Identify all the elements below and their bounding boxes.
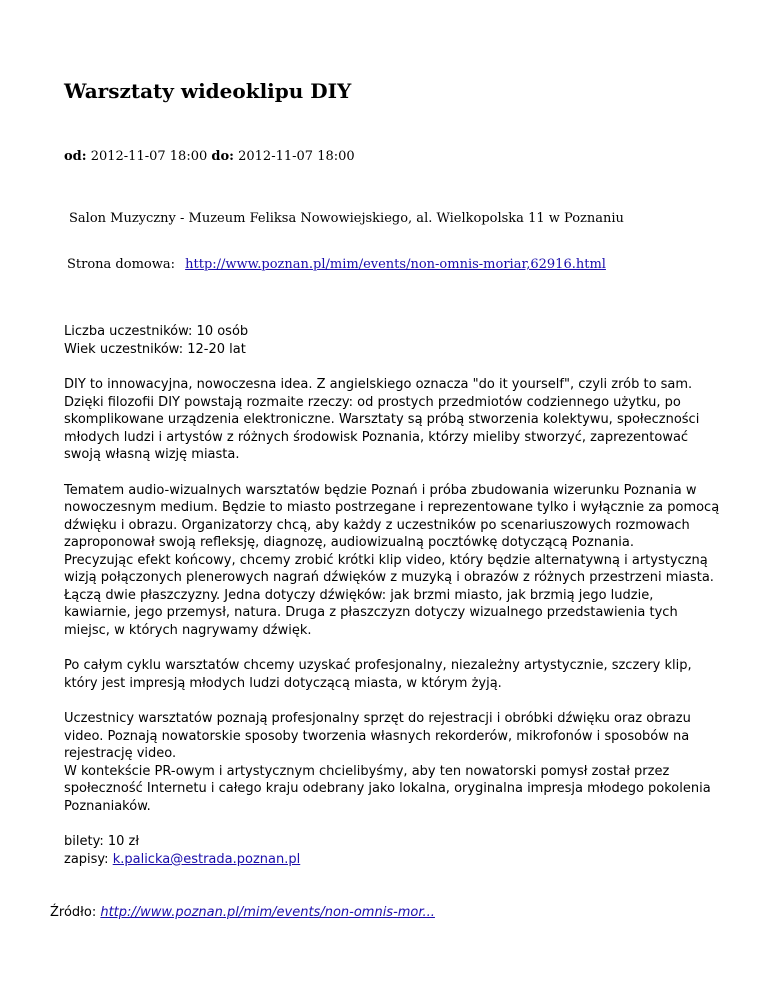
from-value: 2012-11-07 18:00	[90, 149, 208, 164]
paragraph-equipment-part2: W kontekście PR-owym i artystycznym chcielibyśmy, aby ten nowatorski pomysł został przez społeczność Internetu i całego kraju odebrany jako lokalna, oryginalna impresja młodego pokolenia Poznaniaków.	[64, 763, 711, 814]
participants-count: Liczba uczestników: 10 osób	[64, 324, 249, 339]
tickets-block	[64, 833, 720, 868]
source-row	[50, 904, 435, 922]
signup-email-link[interactable]: k.palicka@estrada.poznan.pl	[112, 851, 301, 867]
signup-label: zapisy:	[64, 851, 109, 867]
homepage-link[interactable]: http://www.poznan.pl/mim/events/non-omnis-moriar,62916.html	[185, 257, 606, 272]
page-title: Warsztaty wideoklipu DIY	[64, 79, 352, 103]
from-label: od:	[64, 149, 87, 164]
participants-block	[64, 323, 720, 358]
event-dates	[64, 148, 355, 166]
paragraph-theme	[64, 482, 720, 640]
event-description	[64, 323, 720, 886]
participants-age: Wiek uczestników: 12-20 lat	[64, 341, 246, 357]
to-value: 2012-11-07 18:00	[238, 149, 355, 164]
paragraph-equipment	[64, 710, 720, 815]
to-label: do:	[211, 149, 234, 164]
source-label: Źródło:	[50, 905, 97, 920]
source-link[interactable]: http://www.poznan.pl/mim/events/non-omnis-mor...	[100, 905, 435, 920]
homepage-label: Strona domowa:	[67, 257, 175, 272]
paragraph-equipment-part1: Uczestnicy warsztatów poznają profesjonalny sprzęt do rejestracji i obróbki dźwięku oraz obrazu video. Poznają nowatorskie sposoby tworzenia własnych rekorderów, mikrofonów i sposobów na rejestrację video.	[64, 711, 691, 761]
paragraph-result: Po całym cyklu warsztatów chcemy uzyskać profesjonalny, niezależny artystycznie, szczery klip, który jest impresją młodych ludzi dotyczącą miasta, w którym żyją.	[64, 658, 692, 691]
event-location: Salon Muzyczny - Muzeum Feliksa Nowowiejskiego, al. Wielkopolska 11 w Poznaniu	[69, 211, 624, 226]
paragraph-theme-part2: Precyzując efekt końcowy, chcemy zrobić krótki klip video, który będzie alternatywną i artystyczną wizją połączonych plenerowych nagrań dźwięków z muzyką i obrazów z różnych przestrzeni miasta. Łączą dwie płaszczyzny. Jedna dotyczy dźwięków: jak brzmi miasto, jak brzmią jego ludzie, kawiarnie, jego przemysł, natura. Druga z płaszczyzn dotyczy wizualnego przedstawienia tych miejsc, w których nagrywamy dźwięk.	[64, 552, 714, 638]
paragraph-theme-part1: Tematem audio-wizualnych warsztatów będzie Poznań i próba zbudowania wizerunku Poznania w nowoczesnym medium. Będzie to miasto postrzegane i reprezentowane tylko i wyłącznie za pomocą dźwięku i obrazu. Organizatorzy chcą, aby każdy z uczestników po scenariuszowych rozmowach zaproponował swoją refleksję, diagnozę, audiowizualną pocztówkę dotyczącą Poznania.	[64, 482, 720, 550]
tickets-price: bilety: 10 zł	[64, 834, 140, 849]
signup-row	[64, 851, 720, 869]
homepage-row	[67, 256, 606, 274]
paragraph-diy: DIY to innowacyjna, nowoczesna idea. Z angielskiego oznacza "do it yourself", czyli zrób to sam. Dzięki filozofii DIY powstają rozmaite rzeczy: od prostych przedmiotów codziennego użytku, po skomplikowane urządzenia elektroniczne. Warsztaty są próbą stworzenia kolektywu, społeczności młodych ludzi i artystów z różnych środowisk Poznania, którzy mieliby stworzyć, zaprezentować swoją własną wizję miasta.	[64, 377, 700, 462]
